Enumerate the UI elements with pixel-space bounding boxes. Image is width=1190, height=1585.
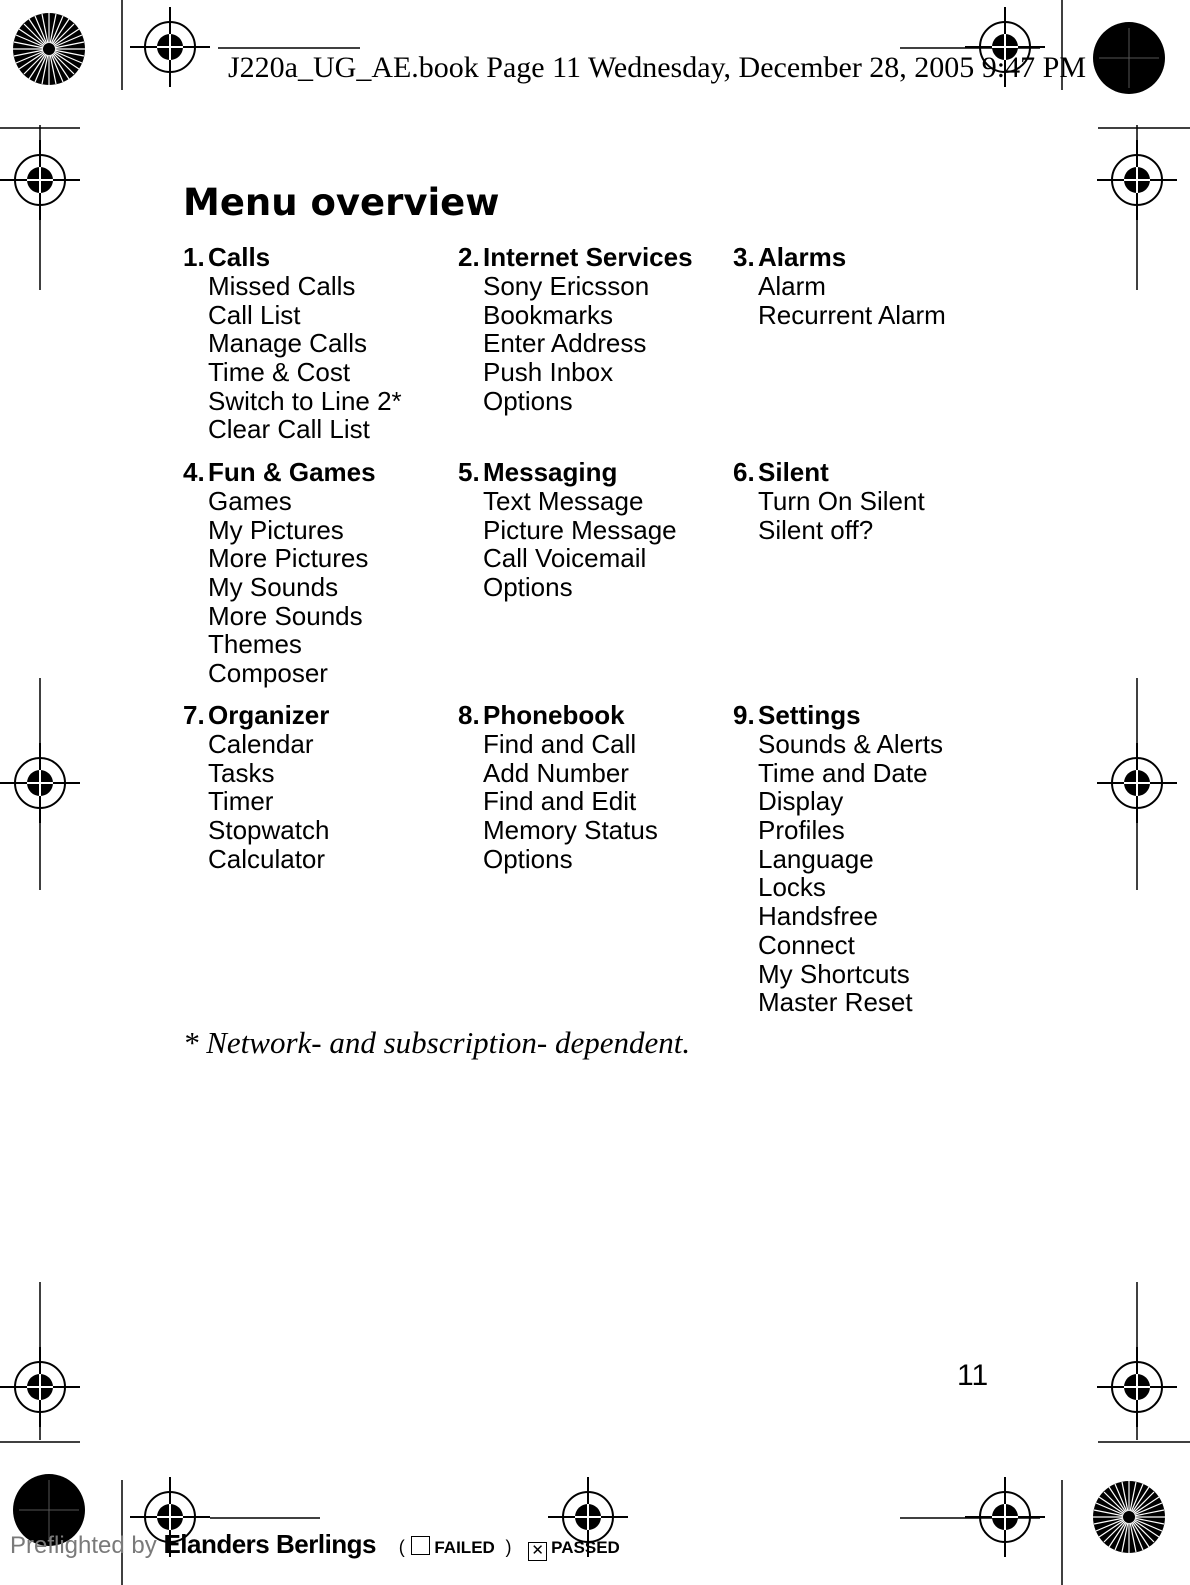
submenu-list bbox=[183, 487, 459, 688]
menu-section-phonebook bbox=[458, 701, 734, 873]
menu-section-internet-services bbox=[458, 243, 734, 415]
submenu-item: Themes bbox=[208, 629, 302, 660]
submenu-item: Add Number bbox=[483, 757, 629, 788]
open-paren: ( bbox=[398, 1537, 405, 1557]
menu-row bbox=[183, 458, 983, 701]
submenu-item: My Pictures bbox=[208, 514, 344, 545]
submenu-item: Recurrent Alarm bbox=[758, 299, 946, 330]
submenu-item: Options bbox=[483, 572, 573, 603]
submenu-item: Sony Ericsson bbox=[483, 271, 650, 301]
menu-number: 7. bbox=[183, 700, 205, 730]
registration-mark bbox=[0, 140, 80, 220]
registration-mark bbox=[0, 1347, 80, 1427]
registration-mark bbox=[1097, 743, 1177, 823]
menu-heading bbox=[183, 243, 459, 272]
registration-mark bbox=[0, 743, 80, 823]
menu-title: Fun & Games bbox=[208, 457, 376, 487]
preflight-prefix: Preflighted by bbox=[10, 1532, 157, 1559]
submenu-item: Tasks bbox=[208, 757, 275, 788]
menu-title: Settings bbox=[758, 700, 861, 730]
menu-heading bbox=[733, 701, 1009, 730]
submenu-list bbox=[733, 272, 1009, 329]
submenu-item: Master Reset bbox=[758, 987, 913, 1018]
submenu-item: Push Inbox bbox=[483, 357, 614, 388]
submenu-item: Clear Call List bbox=[208, 414, 370, 445]
menu-title: Internet Services bbox=[483, 242, 693, 272]
submenu-item: Language bbox=[758, 843, 874, 874]
menu-heading bbox=[458, 458, 734, 487]
footnote: * Network- and subscription- dependent. bbox=[183, 1025, 691, 1060]
submenu-item: Find and Call bbox=[483, 729, 637, 759]
submenu-item: My Shortcuts bbox=[758, 958, 910, 989]
menu-title: Calls bbox=[208, 242, 271, 272]
page-title: Menu overview bbox=[183, 181, 500, 224]
registration-mark bbox=[1097, 140, 1177, 220]
submenu-item: Locks bbox=[758, 872, 826, 903]
close-paren: ) bbox=[505, 1537, 512, 1557]
menu-section-alarms bbox=[733, 243, 1009, 329]
submenu-list bbox=[733, 487, 1009, 544]
menu-number: 8. bbox=[458, 700, 480, 730]
submenu-item: Options bbox=[483, 385, 573, 416]
submenu-list bbox=[458, 730, 734, 873]
submenu-item: Timer bbox=[208, 786, 274, 817]
submenu-item: Profiles bbox=[758, 815, 845, 846]
menu-row bbox=[183, 701, 983, 1021]
submenu-item: More Pictures bbox=[208, 543, 369, 574]
menu-number: 1. bbox=[183, 242, 205, 272]
submenu-item: Turn On Silent bbox=[758, 486, 925, 516]
registration-mark bbox=[130, 7, 210, 87]
menu-number: 5. bbox=[458, 457, 480, 487]
menu-section-messaging bbox=[458, 458, 734, 602]
submenu-item: Sounds & Alerts bbox=[758, 729, 943, 759]
menu-title: Messaging bbox=[483, 457, 618, 487]
submenu-item: Games bbox=[208, 486, 292, 516]
submenu-item: Text Message bbox=[483, 486, 644, 516]
menu-number: 3. bbox=[733, 242, 755, 272]
submenu-item: Manage Calls bbox=[208, 328, 367, 359]
menu-section-calls bbox=[183, 243, 459, 444]
submenu-list bbox=[458, 272, 734, 415]
submenu-list bbox=[733, 730, 1009, 1017]
menu-number: 9. bbox=[733, 700, 755, 730]
solid-mark-top-right bbox=[1093, 22, 1165, 94]
page-number: 11 bbox=[957, 1359, 989, 1392]
print-running-head: J220a_UG_AE.book Page 11 Wednesday, December 28, 2005 9:47 PM bbox=[228, 51, 1087, 84]
menu-heading bbox=[458, 701, 734, 730]
passed-checkbox: ✕ bbox=[528, 1542, 547, 1561]
submenu-item: My Sounds bbox=[208, 572, 339, 603]
submenu-item: More Sounds bbox=[208, 600, 363, 631]
registration-mark bbox=[1097, 1347, 1177, 1427]
submenu-item: Options bbox=[483, 843, 573, 874]
starburst-mark-bottom-right bbox=[1093, 1481, 1165, 1553]
menu-number: 4. bbox=[183, 457, 205, 487]
menu-heading bbox=[733, 458, 1009, 487]
menu-title: Organizer bbox=[208, 700, 330, 730]
submenu-item: Call Voicemail bbox=[483, 543, 647, 574]
submenu-item: Alarm bbox=[758, 271, 826, 301]
submenu-item: Composer bbox=[208, 658, 328, 689]
submenu-item: Enter Address bbox=[483, 328, 647, 359]
submenu-item: Find and Edit bbox=[483, 786, 637, 817]
menu-heading bbox=[733, 243, 1009, 272]
menu-heading bbox=[183, 458, 459, 487]
preflight-stamp bbox=[10, 1524, 620, 1564]
menu-row bbox=[183, 243, 983, 458]
submenu-item: Bookmarks bbox=[483, 299, 614, 330]
submenu-item: Memory Status bbox=[483, 815, 658, 846]
submenu-item: Stopwatch bbox=[208, 815, 330, 846]
menu-section-silent bbox=[733, 458, 1009, 544]
menu-number: 2. bbox=[458, 242, 480, 272]
menu-section-settings bbox=[733, 701, 1009, 1017]
submenu-item: Switch to Line 2* bbox=[208, 385, 402, 416]
submenu-item: Silent off? bbox=[758, 514, 874, 545]
submenu-item: Call List bbox=[208, 299, 301, 330]
submenu-item: Calculator bbox=[208, 843, 326, 874]
submenu-item: Time and Date bbox=[758, 757, 928, 788]
starburst-mark-top-left bbox=[13, 13, 85, 85]
menu-number: 6. bbox=[733, 457, 755, 487]
passed-label: PASSED bbox=[551, 1538, 620, 1557]
submenu-item: Time & Cost bbox=[208, 357, 351, 388]
submenu-list bbox=[183, 272, 459, 444]
submenu-item: Connect bbox=[758, 929, 855, 960]
failed-checkbox bbox=[411, 1536, 430, 1555]
submenu-item: Picture Message bbox=[483, 514, 677, 545]
submenu-item: Handsfree bbox=[758, 901, 878, 932]
submenu-list bbox=[458, 487, 734, 602]
registration-mark bbox=[965, 1477, 1045, 1557]
submenu-list bbox=[183, 730, 459, 873]
menu-heading bbox=[458, 243, 734, 272]
submenu-item: Calendar bbox=[208, 729, 314, 759]
menu-title: Phonebook bbox=[483, 700, 625, 730]
menu-title: Silent bbox=[758, 457, 829, 487]
menu-heading bbox=[183, 701, 459, 730]
submenu-item: Missed Calls bbox=[208, 271, 356, 301]
menu-overview-grid bbox=[183, 243, 983, 1021]
failed-label: FAILED bbox=[434, 1538, 495, 1557]
preflight-brand: Elanders Berlings bbox=[163, 1529, 377, 1559]
menu-section-fun-and-games bbox=[183, 458, 459, 688]
menu-title: Alarms bbox=[758, 242, 847, 272]
menu-section-organizer bbox=[183, 701, 459, 873]
submenu-item: Display bbox=[758, 786, 844, 817]
